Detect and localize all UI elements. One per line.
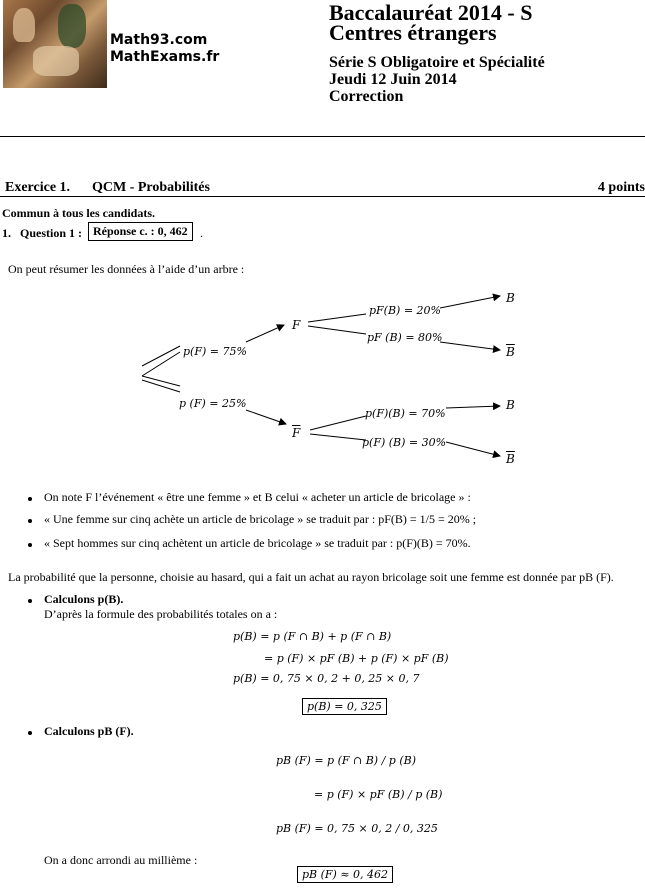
tree-arrow-to-fbar	[246, 410, 286, 424]
answer-period: .	[200, 226, 203, 240]
tree-node-f: F	[292, 318, 301, 332]
calc2-title: Calculons pB (F).	[44, 724, 134, 738]
tree-edge-root-fbar	[142, 380, 180, 392]
calc1-result-box: p(B) = 0, 325	[302, 698, 387, 715]
calc1-text: D’après la formule des probabilités totales on a :	[44, 607, 278, 621]
header-rule	[0, 136, 645, 137]
tree-edge-f-b	[308, 314, 366, 322]
bullet-definitions: On note F l’événement « être une femme » et B celui « acheter un article de bricolage » :	[44, 490, 471, 504]
tree-label-pFbarBbar: p(F) (B) = 30%	[362, 436, 447, 449]
bullet-dot	[28, 599, 32, 603]
tree-edge-fbar-b	[310, 416, 366, 430]
calc2-eq2: = p (F) × pF (B) / p (B)	[314, 788, 443, 801]
bullet-dot	[28, 497, 32, 501]
tree-leaf-bbar1: $\overline{B}$	[506, 345, 515, 359]
tree-leaf-b1: B	[506, 291, 515, 305]
calc2-result-box: pB (F) ≈ 0, 462	[297, 866, 393, 883]
calc2-eq1: pB (F) = p (F ∩ B) / p (B)	[276, 754, 416, 767]
question-label: Question 1 :	[20, 226, 83, 240]
tree-arrow-to-b1	[440, 296, 500, 308]
probability-sentence: La probabilité que la personne, choisie au hasard, qui a fait un achat au rayon bricolage soit une femme est donnée par pB (F).	[8, 570, 614, 584]
tree-arrow-to-b2	[446, 406, 500, 408]
intro-text: On peut résumer les données à l’aide d’un arbre :	[8, 262, 245, 276]
bullet-women: « Une femme sur cinq achète un article de bricolage » se traduit par : pF(B) = 1/5 = 20% ;	[44, 512, 477, 526]
tree-node-fbar: $\overline{F}$	[292, 426, 301, 440]
tree-leaf-bbar2: $\overline{B}$	[506, 452, 515, 466]
tree-edge-f-bbar	[308, 326, 366, 334]
bullet-dot	[28, 543, 32, 547]
tree-label-pFbarB: p(F)(B) = 70%	[365, 407, 446, 420]
exercise-title: QCM - Probabilités	[92, 180, 210, 195]
calc1-eq3: p(B) = 0, 75 × 0, 2 + 0, 25 × 0, 7	[233, 672, 420, 685]
tree-label-pFbar: p (F) = 25%	[179, 397, 247, 410]
calc1-eq1: p(B) = p (F ∩ B) + p (F ∩ B)	[233, 630, 392, 643]
bullet-dot	[28, 519, 32, 523]
answer-box: Réponse c. : 0, 462	[88, 222, 193, 241]
exercise-rule	[0, 196, 645, 197]
exercise-number: Exercice 1.	[5, 180, 71, 195]
tree-leaf-b2: B	[506, 398, 515, 412]
tree-arrow-to-bbar2	[446, 442, 500, 456]
probability-tree	[0, 280, 645, 470]
calc2-rounded-text: On a donc arrondi au millième :	[44, 853, 198, 867]
calc1-eq2: = p (F) × pF (B) + p (F) × pF (B)	[264, 652, 449, 665]
calc2-eq3: pB (F) = 0, 75 × 0, 2 / 0, 325	[276, 822, 438, 835]
common-note: Commun à tous les candidats.	[2, 206, 156, 220]
doc-subtitle-3: Correction	[329, 88, 404, 105]
doc-title-1: Baccalauréat 2014 - S	[329, 0, 533, 25]
tree-label-pFBbar: pF (B) = 80%	[367, 331, 443, 344]
tree-arrow-to-bbar1	[440, 342, 500, 350]
tree-label-pF: p(F) = 75%	[183, 345, 247, 358]
doc-title-2: Centres étrangers	[329, 20, 497, 45]
exercise-points: 4 points	[597, 180, 645, 195]
bullet-dot	[28, 731, 32, 735]
doc-subtitle-1: Série S Obligatoire et Spécialité	[329, 54, 545, 71]
doc-subtitle-2: Jeudi 12 Juin 2014	[329, 71, 457, 88]
site-name-2: MathExams.fr	[110, 49, 220, 65]
site-name-1: Math93.com	[110, 32, 208, 48]
question-number: 1.	[2, 226, 11, 240]
site-logo-image	[3, 0, 107, 88]
tree-edge-root-fbar-upper	[142, 376, 180, 386]
tree-edge-fbar-bbar	[310, 434, 366, 440]
tree-label-pFB: pF(B) = 20%	[369, 304, 441, 317]
calc1-title: Calculons p(B).	[44, 592, 124, 606]
bullet-men: « Sept hommes sur cinq achètent un article de bricolage » se traduit par : p(F)(B) = 70%.	[44, 536, 471, 550]
tree-arrow-to-f	[246, 325, 284, 342]
